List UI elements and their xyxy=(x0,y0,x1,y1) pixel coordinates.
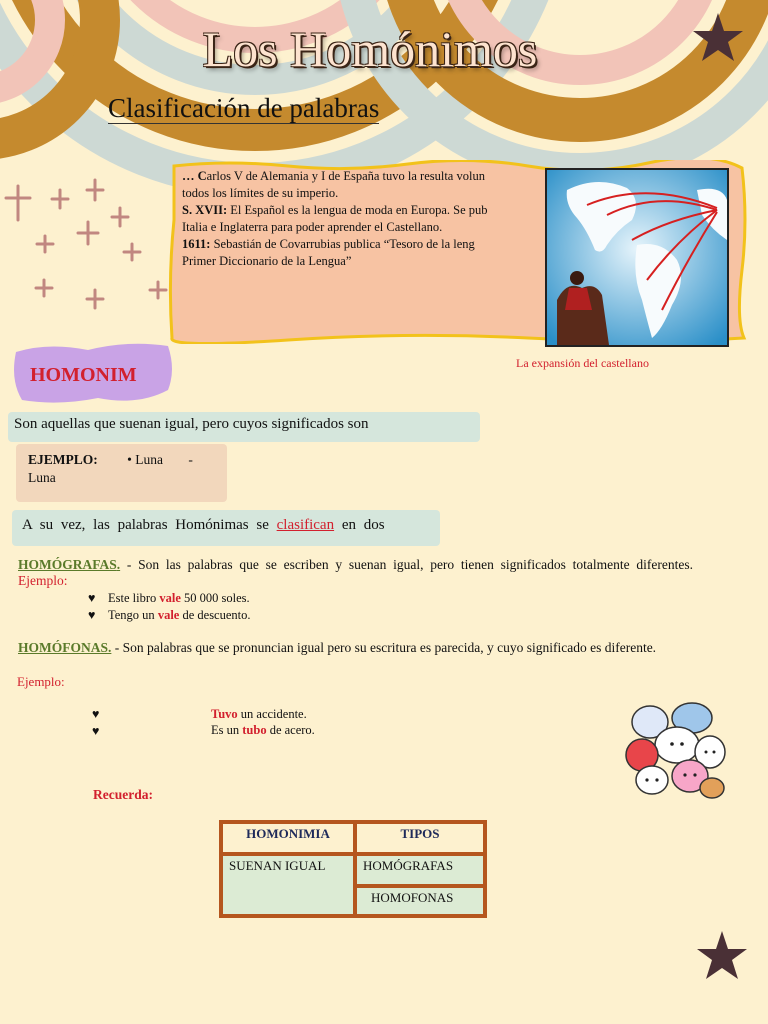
homofonas-example-1-text xyxy=(211,707,307,722)
history-line: todos los límites de su imperio. xyxy=(182,186,339,200)
table-cell: SUENAN IGUAL xyxy=(221,854,355,916)
example-text: Es un xyxy=(211,723,243,737)
table-header-homonimia: HOMONIMIA xyxy=(221,822,355,854)
table-row xyxy=(221,854,485,886)
expansion-map-image xyxy=(545,168,729,347)
history-text xyxy=(182,168,546,270)
sparkle-icons xyxy=(6,180,166,308)
history-line: El Español es la lengua de moda en Europa. Se pub xyxy=(227,203,488,217)
table-header-tipos: TIPOS xyxy=(355,822,485,854)
highlight-word: vale xyxy=(157,608,180,622)
history-line: Primer Diccionario de la Lengua” xyxy=(182,254,352,268)
page-title: Los Homónimos xyxy=(202,21,538,77)
recuerda-label: Recuerda: xyxy=(93,787,153,802)
homofonas-definition: - Son palabras que se pronuncian igual pero su escritura es parecida, y cuyo significado es diferente. xyxy=(111,640,657,655)
cartoon-characters-image xyxy=(622,700,728,802)
heart-bullet-icon: ♥ xyxy=(92,707,100,721)
image-caption: La expansión del castellano xyxy=(516,356,649,370)
history-line: Italia e Inglaterra para poder aprender el Castellano. xyxy=(182,220,443,234)
homofonas-example-1 xyxy=(92,707,99,722)
ejemplo-label: Ejemplo: xyxy=(17,674,65,689)
classification-suffix: en dos xyxy=(341,517,385,533)
heart-bullet-icon: ♥ xyxy=(88,591,96,605)
homofonas-term: HOMÓFONAS xyxy=(18,640,108,655)
classification-prefix: A su vez, las palabras Homónimas se xyxy=(22,517,269,533)
term-dot: . xyxy=(116,557,121,572)
homografas-term: HOMÓGRAFAS xyxy=(18,557,117,572)
example-text xyxy=(28,451,218,487)
example-value: Luna xyxy=(28,470,56,485)
heart-bullet-icon: ♥ xyxy=(92,724,100,738)
history-line: arlos V de Alemania y I de España tuvo la resulta volun xyxy=(206,169,485,183)
history-label: S. XVII: xyxy=(182,203,228,217)
table-row xyxy=(221,822,485,854)
ellipsis: … xyxy=(182,169,195,183)
history-line: Sebastián de Covarrubias publica “Tesoro de la leng xyxy=(210,237,475,251)
summary-table xyxy=(219,820,487,918)
homografas-definition: - Son las palabras que se escriben y suenan igual, pero tienen significados totalmente diferentes. xyxy=(120,557,693,572)
homografas-example-1 xyxy=(88,591,250,606)
clasifican-link[interactable]: clasifican xyxy=(276,517,335,533)
table-cell: HOMÓGRAFAS xyxy=(355,854,485,886)
heart-bullet-icon: ♥ xyxy=(88,608,96,622)
drop-initial: C xyxy=(197,169,207,183)
example-value: Luna xyxy=(135,452,163,467)
history-label: 1611: xyxy=(182,237,211,251)
example-text: 50 000 soles. xyxy=(180,591,250,605)
ejemplo-label: Ejemplo: xyxy=(18,573,68,588)
homofonas-example-2 xyxy=(92,724,99,739)
example-text: de acero. xyxy=(266,723,315,737)
example-text: Tengo un xyxy=(108,608,158,622)
bullet: • xyxy=(127,452,132,467)
star-icon xyxy=(694,928,750,984)
example-text: de descuento. xyxy=(179,608,251,622)
highlight-word: vale xyxy=(159,591,181,605)
homonim-heading: HOMONIM xyxy=(30,364,137,386)
highlight-word: tubo xyxy=(242,723,267,737)
homografas-paragraph xyxy=(18,557,693,589)
example-text: un accidente. xyxy=(237,707,307,721)
homofonas-paragraph xyxy=(18,640,693,656)
example-label: EJEMPLO: xyxy=(28,452,98,467)
dash: - xyxy=(188,452,193,467)
homografas-example-2 xyxy=(88,608,251,623)
example-text: Este libro xyxy=(108,591,160,605)
definition-text: Son aquellas que suenan igual, pero cuyos significados son xyxy=(14,416,369,432)
table-cell: HOMOFONAS xyxy=(355,886,485,916)
term-dot: . xyxy=(108,640,112,655)
highlight-word: Tuvo xyxy=(211,707,238,721)
classification-text xyxy=(22,517,385,534)
homofonas-example-2-text xyxy=(211,723,315,738)
page-subtitle: Clasificación de palabras xyxy=(108,93,380,123)
